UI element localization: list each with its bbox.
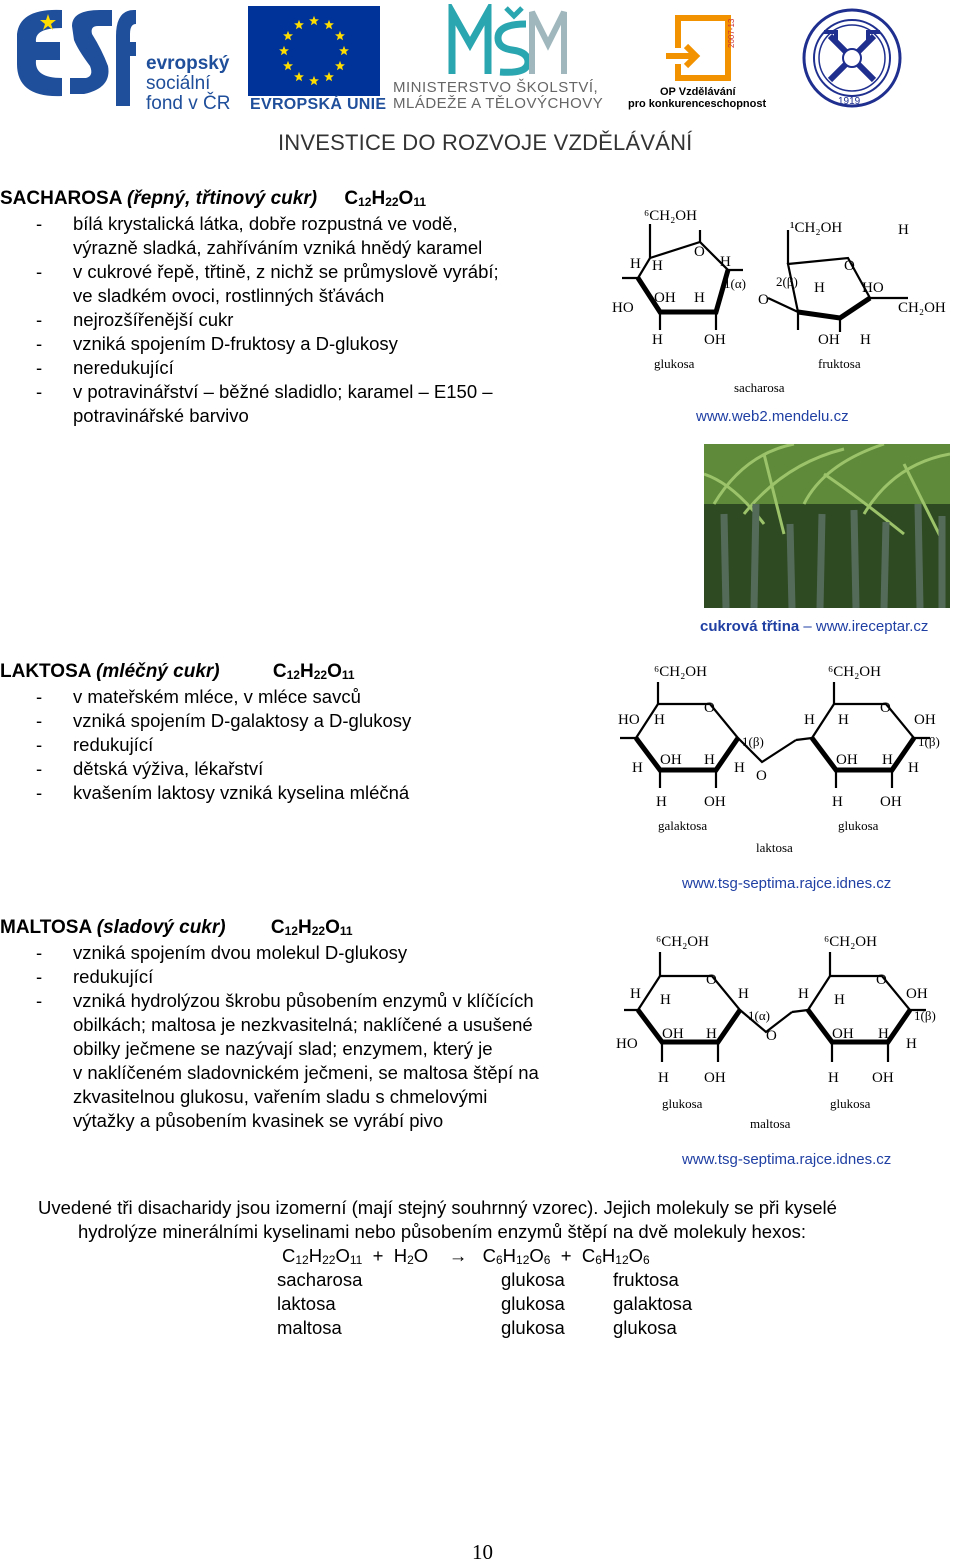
sacharosa-title: SACHAROSA (řepný, třtinový cukr) $C_{12}H_{22}O_{11}$	[0, 188, 427, 209]
maltosa-title: MALTOSA (sladový cukr) $C_{12}H_{22}O_{11}$	[0, 917, 353, 938]
svg-text:laktosa: laktosa	[756, 840, 793, 855]
list-item-cont: obilkách; maltosa je nezkvasitelná; naklíčené a usušené	[73, 1014, 533, 1035]
svg-text:glukosa: glukosa	[662, 1096, 703, 1111]
svg-text:H: H	[832, 794, 843, 810]
svg-text:⁶CH₂OH: ⁶CH₂OH	[828, 664, 881, 680]
list-item: - vzniká spojením D-galaktosy a D-glukosy	[36, 710, 412, 731]
svg-text:H: H	[798, 986, 809, 1002]
svg-text:O: O	[704, 700, 715, 716]
list-item: - v mateřském mléce, v mléce savců	[36, 686, 361, 707]
table-row: maltosa glukosa glukosa	[277, 1317, 677, 1338]
svg-text:H: H	[656, 794, 667, 810]
maltosa-structure-diagram	[616, 922, 950, 1134]
svg-text:H: H	[652, 258, 663, 274]
svg-text:1(β): 1(β)	[742, 734, 764, 749]
svg-text:H: H	[814, 280, 825, 296]
hydrolysis-table	[277, 1268, 693, 1340]
svg-text:H: H	[828, 1070, 839, 1086]
svg-text:OH: OH	[872, 1070, 894, 1086]
photo-caption: cukrová třtina – www.ireceptar.cz	[700, 618, 929, 635]
list-item-cont: v naklíčeném sladovnickém ječmeni, se maltosa štěpí na	[73, 1062, 539, 1083]
laktosa-source: www.tsg-septima.rajce.idnes.cz	[682, 875, 892, 892]
list-item: - kvašením laktosy vzniká kyselina mléčná	[36, 782, 410, 803]
sacharosa-list	[0, 212, 600, 428]
svg-text:HO: HO	[616, 1036, 638, 1052]
list-item: - v potravinářství – běžné sladidlo; karamel – E150 –	[36, 381, 493, 402]
laktosa-list	[0, 685, 600, 805]
sacharosa-structure-diagram	[608, 200, 958, 400]
page-number: 10	[472, 1540, 493, 1564]
svg-text:OH: OH	[704, 1070, 726, 1086]
svg-text:OH: OH	[880, 794, 902, 810]
svg-text:HO: HO	[612, 300, 634, 316]
svg-text:1(β): 1(β)	[914, 1008, 936, 1023]
svg-text:O: O	[844, 258, 855, 274]
svg-text:H: H	[630, 986, 641, 1002]
svg-text:H: H	[630, 256, 641, 272]
sugar-cane-photo	[704, 444, 950, 608]
svg-text:2007-13: 2007-13	[727, 18, 736, 48]
msmt-logo-icon	[448, 4, 568, 78]
list-item: - nejrozšířenější cukr	[36, 309, 234, 330]
summary-line-1: Uvedené tři disacharidy jsou izomerní (mají stejný souhrnný vzorec). Jejich molekuly se při kyselé	[38, 1197, 837, 1218]
svg-text:H: H	[878, 1026, 889, 1042]
svg-text:H: H	[738, 986, 749, 1002]
svg-text:OH: OH	[906, 986, 928, 1002]
list-item: - v cukrové řepě, třtině, z nichž se průmyslově vyrábí;	[36, 261, 499, 282]
project-banner: INVESTICE DO ROZVOJE VZDĚLÁVÁNÍ	[278, 130, 693, 155]
svg-text:OH: OH	[704, 794, 726, 810]
laktosa-structure-diagram	[612, 652, 952, 860]
svg-text:galaktosa: galaktosa	[658, 818, 708, 833]
list-item-cont: zkvasitelnou glukosu, vařením sladu s chmelovými	[73, 1086, 488, 1107]
svg-text:O: O	[876, 972, 887, 988]
svg-text:H: H	[660, 992, 671, 1008]
svg-text:H: H	[706, 1026, 717, 1042]
svg-text:O: O	[758, 292, 769, 308]
svg-text:O: O	[694, 244, 705, 260]
svg-text:H: H	[834, 992, 845, 1008]
list-item: - vzniká hydrolýzou škrobu působením enzymů v klíčících	[36, 990, 534, 1011]
svg-text:H: H	[882, 752, 893, 768]
list-item-cont: ve sladkém ovoci, rostlinných šťávách	[73, 285, 385, 306]
svg-text:OH: OH	[654, 290, 676, 306]
svg-text:¹CH₂OH: ¹CH₂OH	[790, 220, 843, 236]
svg-text:maltosa: maltosa	[750, 1116, 791, 1131]
esf-logo-text: evropský sociální fond v ČR	[146, 53, 231, 114]
svg-text:glukosa: glukosa	[838, 818, 879, 833]
sacharosa-formula: $C_{12}H_{22}O_{11}$	[344, 188, 427, 209]
svg-text:H: H	[734, 760, 745, 776]
list-item: - vzniká spojením D-fruktosy a D-glukosy	[36, 333, 398, 354]
svg-text:⁶CH₂OH: ⁶CH₂OH	[656, 934, 709, 950]
hydrolysis-equation: $C_{12}H_{22}O_{11} + H_2O$ → $C_6H_{12}O_6 + C_6H_{12}O_6$	[282, 1245, 650, 1267]
svg-text:1(β): 1(β)	[918, 734, 940, 749]
svg-text:O: O	[880, 700, 891, 716]
svg-text:H: H	[632, 760, 643, 776]
svg-text:H: H	[652, 332, 663, 348]
table-row: laktosa glukosa galaktosa	[277, 1293, 693, 1314]
svg-text:OH: OH	[914, 712, 936, 728]
list-item-cont: potravinářské barvivo	[73, 405, 249, 426]
sacharosa-source: www.web2.mendelu.cz	[696, 408, 849, 425]
svg-text:OH: OH	[836, 752, 858, 768]
op-logo-text: OP Vzdělávání pro konkurenceschopnost	[628, 86, 767, 110]
svg-text:H: H	[838, 712, 849, 728]
list-item: - bílá krystalická látka, dobře rozpustná ve vodě,	[36, 213, 458, 234]
eu-caption: EVROPSKÁ UNIE	[250, 96, 387, 113]
laktosa-title: LAKTOSA (mléčný cukr) $C_{12}H_{22}O_{11}$	[0, 661, 355, 682]
svg-text:1(α): 1(α)	[748, 1008, 770, 1023]
esf-logo-icon	[12, 6, 137, 111]
svg-text:H: H	[908, 760, 919, 776]
svg-text:glukosa: glukosa	[830, 1096, 871, 1111]
list-item: - neredukující	[36, 357, 174, 378]
svg-text:CH₂OH: CH₂OH	[898, 300, 946, 316]
svg-text:O: O	[766, 1028, 777, 1044]
maltosa-source: www.tsg-septima.rajce.idnes.cz	[682, 1151, 892, 1168]
list-item-cont: výrazně sladká, zahříváním vzniká hnědý karamel	[73, 237, 483, 258]
table-row: sacharosa glukosa fruktosa	[277, 1269, 679, 1290]
list-item-cont: obilky ječmene se nazývají slad; enzymem, který je	[73, 1038, 493, 1059]
list-item: - dětská výživa, lékařství	[36, 758, 264, 779]
list-item: - redukující	[36, 734, 154, 755]
msmt-logo-text: MINISTERSTVO ŠKOLSTVÍ, MLÁDEŽE A TĚLOVÝCHOVY	[393, 79, 604, 112]
maltosa-list	[0, 941, 610, 1133]
school-seal-icon	[800, 6, 904, 110]
op-logo-icon	[658, 8, 748, 86]
list-item: - vzniká spojením dvou molekul D-glukosy	[36, 942, 408, 963]
svg-text:sacharosa: sacharosa	[734, 380, 785, 395]
svg-text:1919: 1919	[838, 96, 861, 107]
svg-text:H: H	[704, 752, 715, 768]
svg-text:H: H	[906, 1036, 917, 1052]
svg-text:⁶CH₂OH: ⁶CH₂OH	[654, 664, 707, 680]
svg-text:H: H	[694, 290, 705, 306]
svg-text:OH: OH	[832, 1026, 854, 1042]
svg-text:O: O	[706, 972, 717, 988]
svg-text:OH: OH	[704, 332, 726, 348]
list-item-cont: výtažky a působením kvasinek se vyrábí pivo	[73, 1110, 444, 1131]
list-item: - redukující	[36, 966, 154, 987]
svg-text:H: H	[860, 332, 871, 348]
svg-text:OH: OH	[660, 752, 682, 768]
svg-text:OH: OH	[662, 1026, 684, 1042]
svg-text:O: O	[756, 768, 767, 784]
svg-text:H: H	[720, 254, 731, 270]
svg-text:1(α): 1(α)	[724, 276, 746, 291]
svg-text:glukosa: glukosa	[654, 356, 695, 371]
svg-text:HO: HO	[862, 280, 884, 296]
svg-text:H: H	[898, 222, 909, 238]
svg-text:⁶CH₂OH: ⁶CH₂OH	[824, 934, 877, 950]
laktosa-formula: $C_{12}H_{22}O_{11}$	[272, 661, 355, 682]
svg-text:fruktosa: fruktosa	[818, 356, 861, 371]
svg-text:2(β): 2(β)	[776, 274, 798, 289]
eu-flag-icon	[248, 6, 380, 96]
svg-text:HO: HO	[618, 712, 640, 728]
svg-text:H: H	[804, 712, 815, 728]
svg-text:H: H	[654, 712, 665, 728]
maltosa-formula: $C_{12}H_{22}O_{11}$	[270, 917, 353, 938]
svg-text:⁶CH₂OH: ⁶CH₂OH	[644, 208, 697, 224]
summary-line-2: hydrolýze minerálními kyselinami nebo působením enzymů štěpí na dvě molekuly hexos:	[78, 1221, 807, 1242]
svg-text:H: H	[658, 1070, 669, 1086]
svg-text:OH: OH	[818, 332, 840, 348]
